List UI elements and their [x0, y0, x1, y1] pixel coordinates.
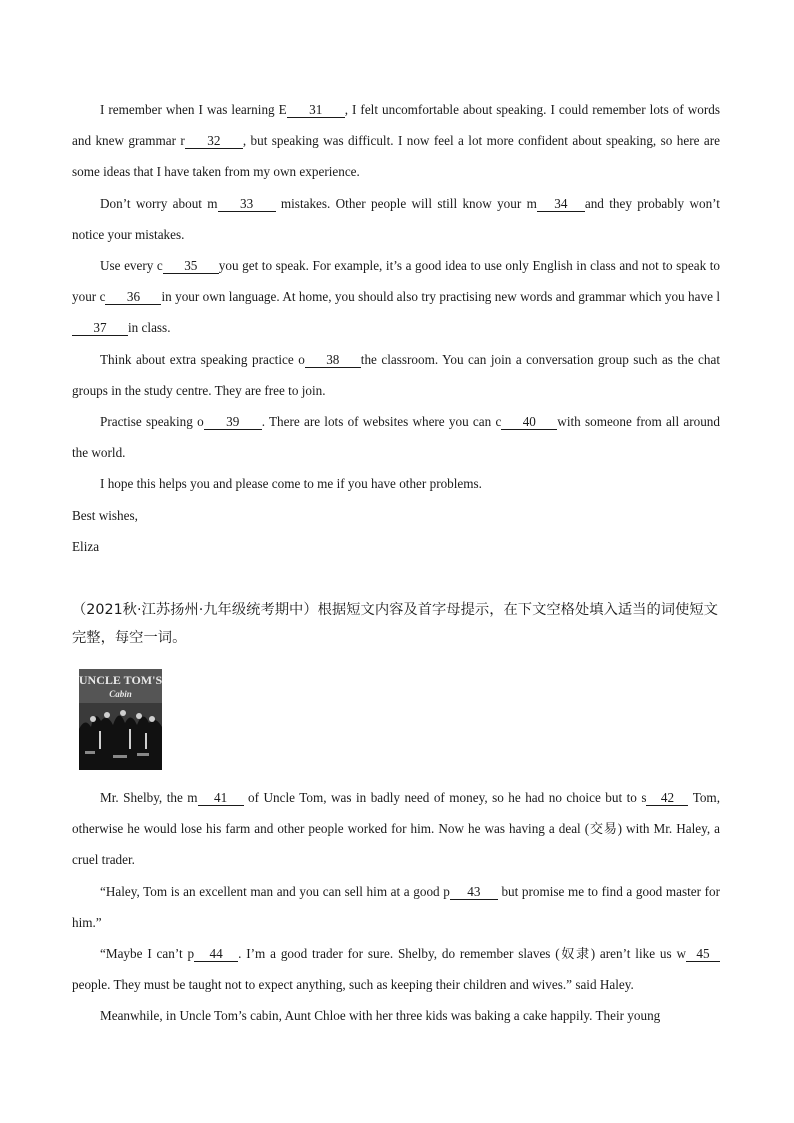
answer-blank-39[interactable]: 39 [204, 414, 262, 430]
answer-blank-34[interactable]: 34 [537, 196, 585, 212]
answer-blank-37[interactable]: 37 [72, 320, 128, 336]
paragraph-text: the classroom. You can join a conversation group such as the chat groups in the study centre. They are free to join. [72, 351, 720, 398]
answer-blank-33[interactable]: 33 [218, 196, 276, 212]
paragraph-text: “Haley, Tom is an excellent man and you can sell him at a good p [100, 883, 450, 899]
letter-closing: Best wishes, [72, 507, 138, 523]
paragraph [72, 94, 720, 188]
answer-blank-35[interactable]: 35 [163, 258, 219, 274]
paragraph-text: people. They must be taught not to expect anything, such as keeping their children and wives.” said Haley. [72, 977, 634, 993]
answer-blank-43[interactable]: 43 [450, 884, 498, 900]
paragraph-text: , but speaking was difficult. I now feel a lot more confident about speaking, so here are some ideas that I have taken from my own experience. [72, 133, 720, 180]
answer-blank-38[interactable]: 38 [305, 352, 361, 368]
passage-1 [72, 94, 720, 562]
answer-blank-45[interactable]: 45 [686, 946, 720, 962]
paragraph-text: of Uncle Tom, was in badly need of money, so he had no choice but to s [243, 790, 647, 805]
paragraph-text: with someone from all around the world. [72, 414, 720, 461]
book-cover-image [79, 669, 162, 770]
paragraph-text: I remember when I was learning E [100, 102, 287, 117]
paragraph-text: Don’t worry about m [100, 195, 218, 211]
paragraph [72, 938, 720, 1000]
book-title: UNCLE TOM'S [79, 673, 162, 687]
paragraph-text: in your own language. At home, you should also try practising new words and grammar which you have l [161, 289, 720, 305]
paragraph-text: Practise speaking o [100, 414, 204, 430]
paragraph-text: Mr. Shelby, the m [100, 790, 198, 805]
paragraph-text: but promise me to find a good master for him.” [72, 883, 720, 930]
answer-blank-41[interactable]: 41 [198, 790, 244, 806]
paragraph-text: Use every c [100, 258, 163, 274]
passage-2 [72, 782, 720, 1032]
paragraph [72, 876, 720, 938]
answer-blank-31[interactable]: 31 [287, 102, 345, 118]
letter-signature: Eliza [72, 538, 100, 554]
paragraph-text: you get to speak. For example, it’s a good idea to use only English in class and not to speak to your c [72, 258, 720, 305]
paragraph-text: I hope this helps you and please come to me if you have other problems. [100, 476, 482, 492]
paragraph-text: Think about extra speaking practice o [100, 351, 305, 367]
exercise-instruction: （2021秋·江苏扬州·九年级统考期中）根据短文内容及首字母提示，在下文空格处填入适当的词使短文完整，每空一词。 [72, 602, 718, 646]
paragraph [72, 344, 720, 406]
answer-blank-44[interactable]: 44 [194, 946, 238, 962]
answer-blank-40[interactable]: 40 [501, 414, 557, 430]
paragraph-text: in class. [128, 320, 171, 336]
paragraph [72, 406, 720, 468]
answer-blank-36[interactable]: 36 [105, 289, 161, 305]
book-subtitle: Cabin [109, 689, 132, 699]
paragraph-text: and they probably won’t notice your mistakes. [72, 195, 720, 242]
paragraph-text: . I’m a good trader for sure. Shelby, do remember slaves (奴隶) aren’t like us w [238, 946, 686, 962]
paragraph-text: mistakes. Other people will still know your m [275, 195, 537, 211]
answer-blank-42[interactable]: 42 [646, 790, 688, 806]
paragraph [72, 468, 720, 499]
paragraph-text: . There are lots of websites where you can c [261, 414, 502, 430]
paragraph-text: “Maybe I can’t p [100, 946, 195, 962]
paragraph [72, 250, 720, 344]
paragraph [72, 1000, 720, 1031]
paragraph [72, 188, 720, 250]
paragraph-text: , I felt uncomfortable about speaking. I could remember lots of words and knew grammar r [72, 102, 720, 149]
answer-blank-32[interactable]: 32 [185, 133, 243, 149]
paragraph-text: Tom, otherwise he would lose his farm and other people worked for him. Now he was having a deal (交易) with Mr. Haley, a cruel trader. [72, 790, 720, 868]
paragraph [72, 782, 720, 876]
paragraph-text: Meanwhile, in Uncle Tom’s cabin, Aunt Chloe with her three kids was baking a cake happily. Their young [100, 1008, 661, 1024]
